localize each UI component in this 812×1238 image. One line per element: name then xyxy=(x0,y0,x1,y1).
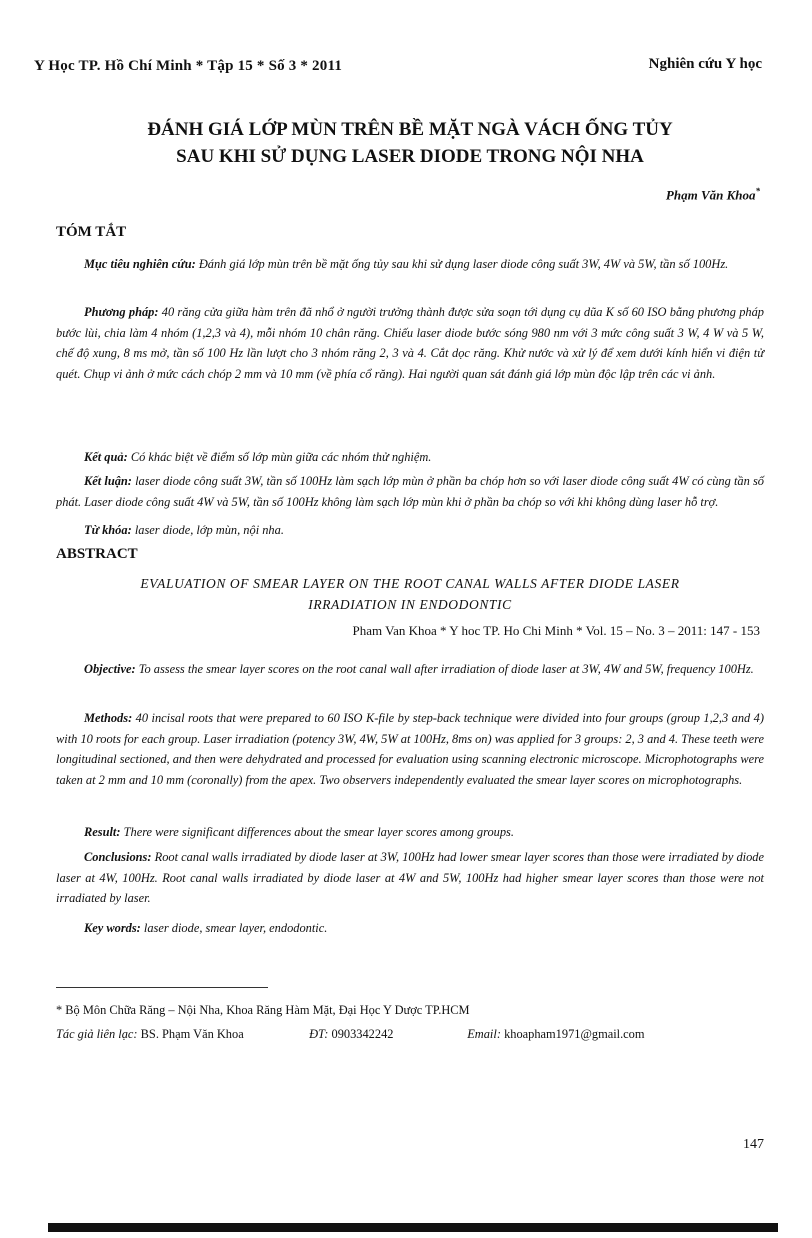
en-objective-text: To assess the smear layer scores on the root canal wall after irradiation of diode laser at 3W, 4W and 5W, frequency 100Hz. xyxy=(138,662,754,676)
footnote-contact xyxy=(56,1027,756,1042)
vn-keywords-text: laser diode, lớp mùn, nội nha. xyxy=(134,523,284,537)
journal-header: Y Học TP. Hồ Chí Minh * Tập 15 * Số 3 * 2011 xyxy=(34,58,343,74)
author-name: Phạm Văn Khoa xyxy=(665,187,756,203)
article-title xyxy=(60,116,760,170)
phone-number: 0903342242 xyxy=(331,1027,394,1041)
footnote-divider xyxy=(56,987,268,988)
en-methods-text: 40 incisal roots that were prepared to 60 ISO K-file by step-back technique were divided into four groups (group 1,2,3 and 4) with 10 roots for each group. Laser irradiation (potency 3W, 4W, 5W at 100Hz, 8ms on) was applied for 3 groups: 2, 3 and 4. These teeth were longitudinal sectioned, and then were dehydrated and processed for evaluation using scanning electronic microscope. Microphotographs were taken at 2 mm and 10 mm (coronally) from the apex. Two observers independently evaluated the smear layer scores on microphotographs. xyxy=(56,711,764,787)
phone-label: ĐT: xyxy=(309,1027,329,1041)
vn-conclusions-label: Kết luận: xyxy=(84,474,132,488)
vn-results xyxy=(56,447,764,468)
en-conclusions-text: Root canal walls irradiated by diode laser at 3W, 100Hz had lower smear layer scores than those were irradiated by diode laser at 4W, 100Hz. Root canal walls irradiated by diode laser at 4W and 5W, 100Hz had higher smear layer scores than those were not irradiated by laser. xyxy=(56,850,764,905)
vn-objective xyxy=(56,254,764,275)
contact-label: Tác giả liên lạc: xyxy=(56,1027,138,1041)
english-title xyxy=(60,573,760,615)
en-methods-label: Methods: xyxy=(84,711,133,725)
vn-methods-label: Phương pháp: xyxy=(84,305,159,319)
contact-phone xyxy=(309,1027,464,1042)
vn-methods xyxy=(56,302,764,384)
en-result xyxy=(56,822,764,843)
en-result-text: There were significant differences about the smear layer scores among groups. xyxy=(123,825,514,839)
en-conclusions xyxy=(56,847,764,909)
en-methods xyxy=(56,708,764,790)
en-keywords-label: Key words: xyxy=(84,921,141,935)
en-objective xyxy=(56,659,764,680)
contact-email xyxy=(467,1027,644,1042)
title-line-1: ĐÁNH GIÁ LỚP MÙN TRÊN BỀ MẶT NGÀ VÁCH ỐNG TỦY xyxy=(147,119,673,140)
section-header: Nghiên cứu Y học xyxy=(648,56,762,72)
en-conclusions-label: Conclusions: xyxy=(84,850,152,864)
english-title-line-1: EVALUATION OF SMEAR LAYER ON THE ROOT CANAL WALLS AFTER DIODE LASER xyxy=(140,576,680,591)
vn-results-label: Kết quả: xyxy=(84,450,128,464)
title-line-2: SAU KHI SỬ DỤNG LASER DIODE TRONG NỘI NHA xyxy=(176,146,644,167)
en-keywords xyxy=(56,918,764,939)
author-mark: * xyxy=(755,186,760,196)
en-objective-label: Objective: xyxy=(84,662,136,676)
email-address[interactable]: khoapham1971@gmail.com xyxy=(504,1027,645,1041)
en-keywords-text: laser diode, smear layer, endodontic. xyxy=(143,921,328,935)
vn-methods-text: 40 răng cửa giữa hàm trên đã nhổ ở người trưởng thành được sửa soạn tới dụng cụ dũa K số 60 ISO bằng phương pháp bước lùi, chia làm 4 nhóm (1,2,3 và 4), mỗi nhóm 10 chân răng. Chiếu laser diode bước sóng 980 nm với 3 mức công suất 3 W, 4 W và 5 W, chế độ xung, 8 ms mở, tần số 100 Hz lần lượt cho 3 nhóm răng 2, 3 và 4. Cắt dọc răng. Khử nước và xử lý để xem dưới kính hiển vi điện tử quét. Chụp vi ảnh ở mức cách chóp 2 mm và 10 mm (về phía cổ răng). Hai người quan sát đánh giá lớp mùn độc lập trên các vi ảnh. xyxy=(56,305,764,381)
email-label: Email: xyxy=(467,1027,501,1041)
citation: Pham Van Khoa * Y hoc TP. Ho Chi Minh * Vol. 15 – No. 3 – 2011: 147 - 153 xyxy=(352,623,760,638)
contact-person xyxy=(56,1027,306,1042)
vn-objective-text: Đánh giá lớp mùn trên bề mặt ống tủy sau khi sử dụng laser diode công suất 3W, 4W và 5W, tần số 100Hz. xyxy=(198,257,729,271)
author xyxy=(666,186,760,203)
bottom-bar xyxy=(48,1223,778,1232)
contact-name: BS. Phạm Văn Khoa xyxy=(140,1027,244,1041)
vn-keywords xyxy=(56,520,764,541)
vn-summary-heading: TÓM TẮT xyxy=(56,224,127,240)
vn-conclusions xyxy=(56,471,764,512)
vn-results-text: Có khác biệt về điểm số lớp mùn giữa các nhóm thử nghiệm. xyxy=(130,450,432,464)
vn-conclusions-text: laser diode công suất 3W, tần số 100Hz làm sạch lớp mùn ở phần ba chóp hơn so với laser diode công suất 4W có cùng tần số phát. Laser diode công suất 4W và 5W, tần số 100Hz không làm sạch lớp mùn khi ở phần ba chóp so với khi không dùng laser hỗ trợ. xyxy=(56,474,764,509)
en-result-label: Result: xyxy=(84,825,121,839)
footnote-affiliation: * Bộ Môn Chữa Răng – Nội Nha, Khoa Răng Hàm Mặt, Đại Học Y Dược TP.HCM xyxy=(56,1003,470,1017)
abstract-heading: ABSTRACT xyxy=(56,546,138,562)
vn-objective-label: Mục tiêu nghiên cứu: xyxy=(84,257,196,271)
page-number: 147 xyxy=(743,1137,764,1152)
vn-keywords-label: Từ khóa: xyxy=(84,523,132,537)
english-title-line-2: IRRADIATION IN ENDODONTIC xyxy=(308,597,512,612)
